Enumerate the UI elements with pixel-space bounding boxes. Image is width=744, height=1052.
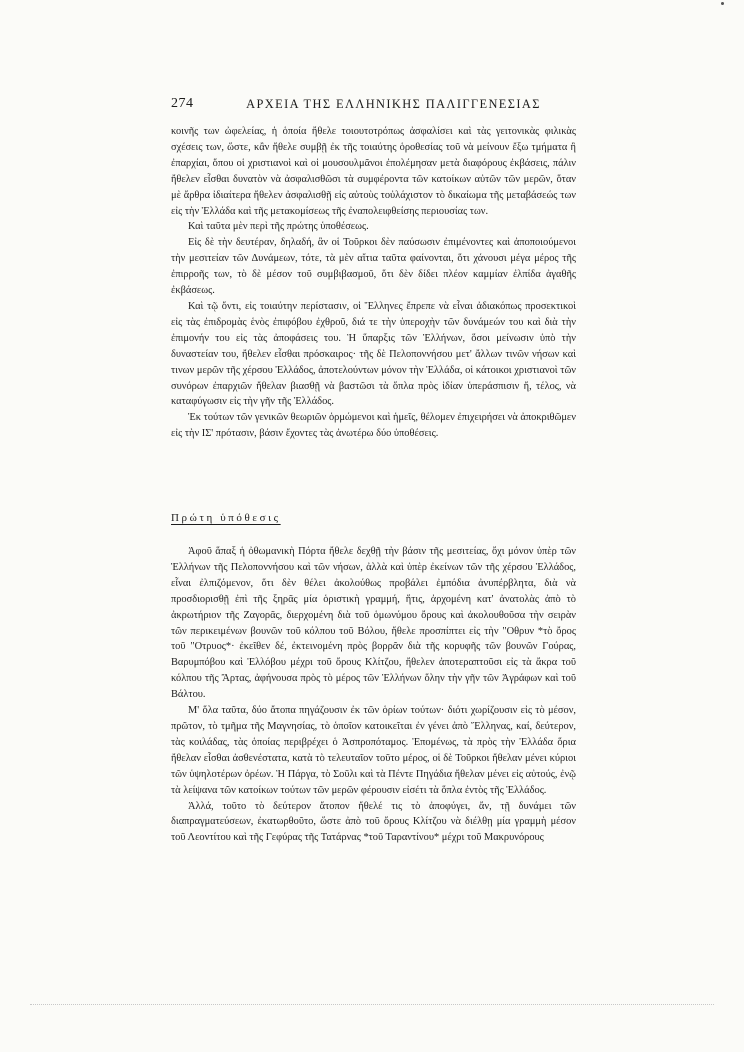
running-title: ΑΡΧΕΙΑ ΤΗΣ ΕΛΛΗΝΙΚΗΣ ΠΑΛΙΓΓΕΝΕΣΙΑΣ — [246, 97, 541, 111]
page-number: 274 — [171, 96, 194, 111]
body-text-section-1 — [171, 124, 576, 442]
paragraph: Εἰς δὲ τὴν δευτέραν, δηλαδή, ἂν οἱ Τοῦρκοι δὲν παύσωσιν ἐπιμένοντες καὶ ἀποποιούμενοι τὴν μεσιτείαν τῶν Δυνάμεων, τότε, τὰ μὲν αἴτια ταῦτα φαίνονται, ὅτι χάνουσι μέγα μέρος τῆς ἐπιρροῆς των, τὸ δὲ μέσον τοῦ συμβιβασμοῦ, ὅτι δὲν δίδει πλέον καμμίαν ἐλπίδα ἀγαθῆς ἐκβάσεως. — [171, 237, 576, 297]
paragraph: Μ' ὅλα ταῦτα, δύο ἄτοπα πηγάζουσιν ἐκ τῶν ὁρίων τούτων· διότι χωρίζουσιν εἰς τὸ μέσον, πρῶτον, τὸ τμῆμα τῆς Μαγνησίας, τὸ ὁποῖον κατοικεῖται ἐν γένει ἀπὸ Ἕλληνας, καί, δεύτερον, τὰς κοιλάδας, τὰς ὁποίας περιβρέχει ὁ Ἀσπροπόταμος. Ἑπομένως, τὰ πρὸς τὴν Ἑλλάδα ὅρια ἤθελαν εἶσθαι ἀσθενέστατα, κατὰ τὸ τελευταῖον τοῦτο μέρος, οἱ δὲ Τοῦρκοι ἤθελαν μένει κύριοι τῶν ὑψηλοτέρων ὀρέων. Ἡ Πάργα, τὸ Σοῦλι καὶ τὰ Πέντε Πηγάδια ἤθελαν μένει εἰς αὐτούς, ἐνῷ τὰ λείψανα τῶν κατοίκων τούτων τῶν μερῶν φέρουσιν εἰσέτι τὰ ὅπλα ἐντὸς τῆς Ἑλλάδος. — [171, 705, 576, 796]
scan-artifact-line — [30, 1004, 714, 1006]
paragraph: Καὶ τῷ ὄντι, εἰς τοιαύτην περίστασιν, οἱ Ἕλληνες ἔπρεπε νὰ εἶναι ἀδιακόπως προσεκτικοὶ εἰς τὰς ἐπιδρομὰς ἑνὸς ἐπιφόβου ἐχθροῦ, διά τε τὴν ὑπεροχὴν τῶν δυνάμεών του καὶ διὰ τὴν ἐπιμονήν του εἰς τὰς ἀποφάσεις του. Ἡ ὕπαρξις τῶν Ἑλλήνων, ὅσοι μείνωσιν ὑπὸ τὴν δυναστείαν του, ἤθελεν εἶσθαι πρόσκαιρος· τῆς δὲ Πελοποννήσου μετ' ἄλλων τινῶν νήσων καὶ τινων μερῶν τῆς χέρσου Ἑλλάδος, ἀποτελούντων μόνον τὴν Ἑλλάδα, οἱ κάτοικοι χριστιανοὶ τῶν συνόρων ἐπαρχιῶν ἤθελαν βιασθῇ νὰ βαστῶσι τὰ ὅπλα πρὸς ἰδίαν ὑπεράσπισιν ἤ, τέλος, νὰ καταφύγωσιν εἰς τὴν γῆν τῆς Ἑλλάδος. — [171, 300, 576, 408]
section-heading: Πρώτη ὑπόθεσις — [171, 512, 281, 524]
paragraph: Καὶ ταῦτα μὲν περὶ τῆς πρώτης ὑποθέσεως. — [188, 221, 369, 233]
paragraph: Ἐκ τούτων τῶν γενικῶν θεωριῶν ὁρμώμενοι καὶ ἡμεῖς, θέλομεν ἐπιχειρήσει νὰ ἀποκριθῶμεν εἰς τὴν ΙΣ' πρότασιν, βάσιν ἔχοντες τὰς ἀνωτέρω δύο ὑποθέσεις. — [171, 412, 576, 440]
scan-speck — [721, 2, 724, 5]
paragraph: Ἀλλά, τοῦτο τὸ δεύτερον ἄτοπον ἤθελέ τις τὸ ἀποφύγει, ἄν, τῇ δυνάμει τῶν διαπραγματεύσεων, ἐκατωρθοῦτο, ὥστε ἀπὸ τοῦ ὄρους Κλίτζου νὰ διέλθῃ μία γραμμὴ μέσον τοῦ Λεοντίτου καὶ τῆς Γεφύρας τῆς Τατάρνας *τοῦ Ταραντίνου* μέχρι τοῦ Μακρυνόρους — [171, 800, 576, 844]
paragraph: κοινῆς των ὠφελείας, ἡ ὁποία ἤθελε τοιουτοτρόπως ἀσφαλίσει καὶ τὰς γειτονικὰς φιλικὰς σχέσεις των, ὥστε, κἂν ἤθελε συμβῇ ἐκ τῆς τοιαύτης ὁροθεσίας τοῦ νὰ μείνουν ἔξω τμήματα ἢ ἐπαρχίαι, ὅπου οἱ χριστιανοὶ καὶ οἱ μουσουλμᾶνοι ἐπολέμησαν μετὰ διαφόρους ἐκβάσεις, πάλιν ἤθελεν εἶσθαι δυνατὸν νὰ ἀσφαλισθῶσι τὰ συμφέροντα τῶν κατοίκων αὐτῶν τῶν μερῶν, ὅταν μὲ ἄρθρα ἰδιαίτερα ἤθελεν ἀσφαλισθῇ εἰς αὐτοὺς τοὐλάχιστον τὸ δικαίωμα τῆς μεταβάσεώς των εἰς τὴν Ἑλλάδα καὶ τῆς μετακομίσεως τῆς ἐναπολειφθείσης περιουσίας των. — [171, 126, 576, 217]
paragraph: Ἀφοῦ ἅπαξ ἡ ὀθωμανικὴ Πόρτα ἤθελε δεχθῇ τὴν βάσιν τῆς μεσιτείας, ὄχι μόνον ὑπὲρ τῶν Ἑλλήνων τῆς Πελοποννήσου καὶ τῶν νήσων, ἀλλὰ καὶ ὑπὲρ ἐκείνων τῶν τῆς χέρσου Ἑλλάδος, εἶναι ἐλπιζόμενον, ὅτι δὲν θέλει ἀκολούθως προβάλει ἐμπόδια ἀνυπέρβλητα, διὰ νὰ προσδιορισθῇ ἐπὶ τῆς ξηρᾶς μία ὁριστικὴ γραμμή, ἥτις, ἀρχομένη κατ' ἀνατολὰς ἀπὸ τὸ ἀκρωτήριον τῆς Ζαγορᾶς, διερχομένη διὰ τοῦ ὁμωνύμου ὄρους καὶ ἀκολουθοῦσα τὴν σειρὰν τῶν περικειμένων βουνῶν τοῦ κόλπου τοῦ Βόλου, ἤθελε προσπίπτει εἰς τὴν "Οθρυν *τὸ ὄρος τοῦ "Οτρυος*· ἐκεῖθεν δέ, ἐκτεινομένη πρὸς βορρᾶν διὰ τῆς κορυφῆς τῶν βουνῶν Γούρας, Βαρυμπόβου καὶ Ἑλλόβου μέχρι τοῦ ὄρους Κλίτζου, ἤθελεν ἀποτεραπτοῦσι εἰς τὰ ἄκρα τοῦ κόλπου τῆς Ἄρτας, ἀφήνουσα πρὸς τὸ μέρος τῶν Ἑλλήνων ὅλην τὴν γῆν τῶν Ἀγράφων καὶ τοῦ Βάλτου. — [171, 546, 576, 701]
body-text-section-2 — [171, 544, 576, 846]
page-header — [171, 96, 576, 116]
